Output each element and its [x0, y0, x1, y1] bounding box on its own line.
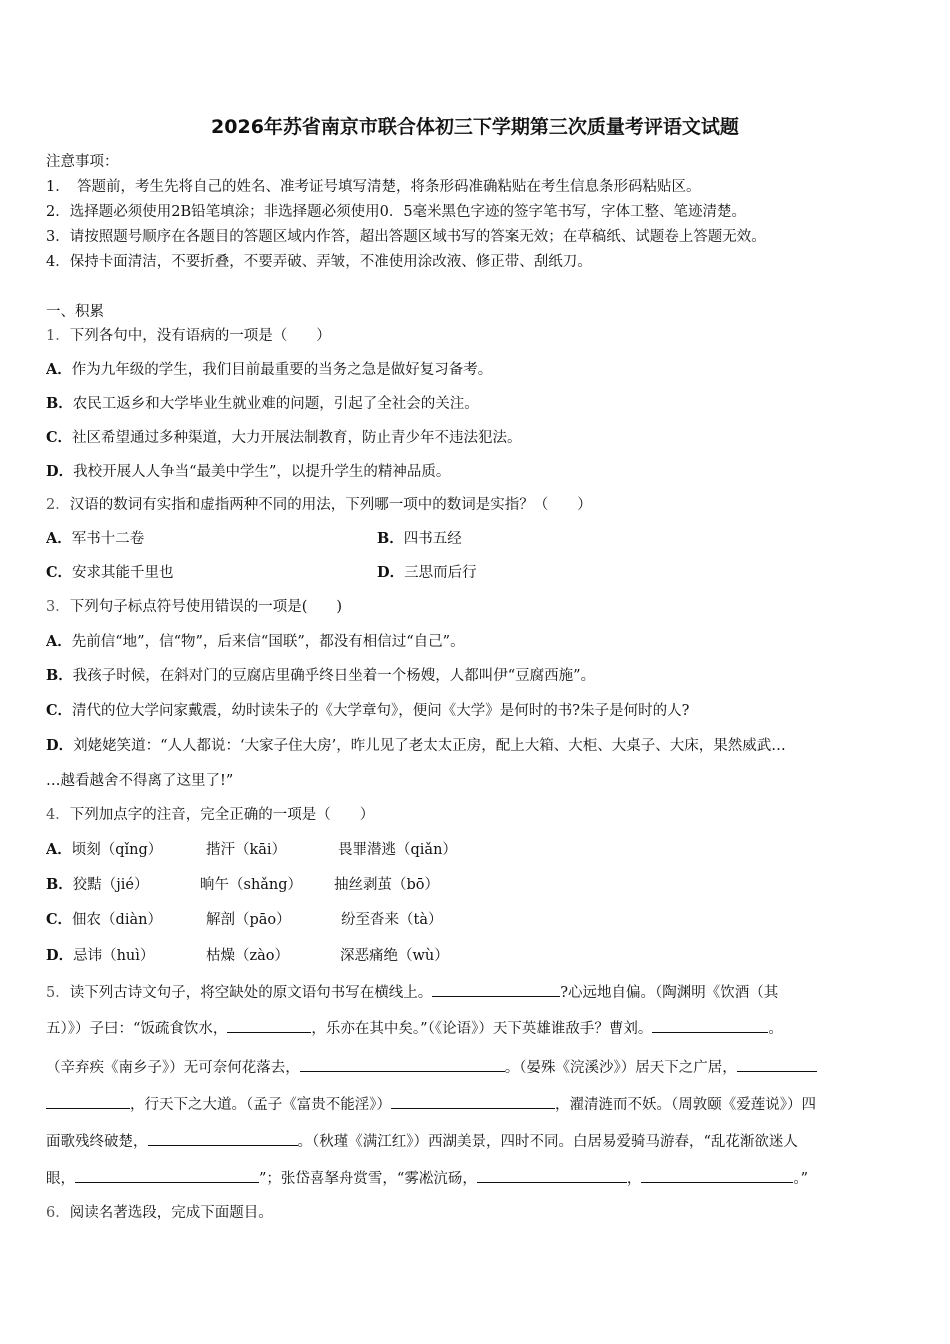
word-2: 揩汗（kāi）: [206, 842, 287, 858]
answer-blank[interactable]: [391, 1094, 555, 1109]
notice-item-1: 1． 答题前，考生先将自己的姓名、准考证号填写清楚，将条形码准确粘贴在考生信息条形码粘贴区。: [46, 179, 701, 195]
option-text: 安求其能千里也: [72, 565, 174, 581]
text-segment: 。（秋瑾《满江红》）西湖美景，四时不同。白居易爱骑马游春，“乱花渐欲迷人: [297, 1134, 798, 1150]
option-label: C．: [46, 702, 73, 719]
option-text: 农民工返乡和大学毕业生就业难的问题，引起了全社会的关注。: [72, 396, 479, 412]
section-heading: 一、积累: [46, 304, 104, 320]
question-stem: 下列句子标点符号使用错误的一项是( ): [69, 599, 343, 615]
answer-blank[interactable]: [300, 1057, 505, 1072]
question-number: 2．: [46, 497, 70, 513]
q5-line-1: [46, 982, 908, 1003]
text-segment: ”；张岱喜拏舟赏雪，“雾凇沆砀，: [259, 1171, 477, 1187]
option-text: 三思而后行: [404, 565, 477, 581]
q2-options-row-1: [46, 529, 908, 549]
question-number: 1．: [46, 328, 70, 344]
q5-line-5: [46, 1131, 908, 1152]
text-segment: 五）》）子曰：“饭疏食饮水，: [46, 1021, 228, 1037]
q4-option-c: [46, 910, 908, 930]
question-number: 6．: [46, 1205, 70, 1221]
text-segment: 面歌残终破楚，: [46, 1134, 148, 1150]
answer-blank[interactable]: [75, 1168, 259, 1183]
option-label: B．: [377, 530, 404, 547]
option-label: A．: [46, 633, 72, 650]
text-segment: ?心远地自偏。（陶渊明《饮酒（其: [560, 985, 779, 1001]
option-label: B．: [46, 876, 73, 893]
word-1: 狡黠（jié）: [72, 877, 149, 893]
option-text: 四书五经: [403, 531, 462, 547]
option-label: A．: [46, 361, 72, 378]
notice-item-2: 2．选择题必须使用2B铅笔填涂；非选择题必须使用0．5毫米黑色字迹的签字笔书写，字体工整、笔迹清楚。: [46, 204, 747, 220]
option-text: …越看越舍不得离了这里了!”: [46, 773, 234, 789]
option-label: B．: [46, 667, 73, 684]
question-stem: 下列各句中，没有语病的一项是（ ）: [69, 328, 331, 344]
q4-option-a: [46, 840, 908, 860]
question-1: [46, 326, 908, 346]
text-segment: ，行天下之大道。（孟子《富贵不能淫》）: [130, 1097, 391, 1113]
option-label: B．: [46, 395, 73, 412]
answer-blank[interactable]: [641, 1168, 793, 1183]
question-stem: 阅读名著选段，完成下面题目。: [69, 1205, 273, 1221]
question-number: 5．: [46, 985, 70, 1001]
text-segment: （辛弃疾《南乡子》）无可奈何花落去，: [46, 1060, 300, 1076]
q2-option-c: [46, 565, 174, 581]
answer-blank[interactable]: [46, 1094, 130, 1109]
q1-option-a: [46, 360, 908, 380]
option-text: 清代的位大学问家戴震，幼时读朱子的《大学章句》，便问《大学》是何时的书?朱子是何时的人?: [72, 703, 690, 719]
word-3: 抽丝剥茧（bō）: [334, 877, 440, 893]
text-segment: 眼，: [46, 1171, 75, 1187]
q5-line-2: [46, 1018, 908, 1039]
question-3: [46, 597, 908, 617]
option-label: D．: [46, 947, 74, 964]
notice-item-4: 4．保持卡面清洁，不要折叠，不要弄破、弄皱，不准使用涂改液、修正带、刮纸刀。: [46, 254, 592, 270]
answer-blank[interactable]: [652, 1018, 768, 1033]
option-label: D．: [46, 737, 74, 754]
q3-option-d-cont: [46, 771, 908, 791]
option-text: 我孩子时候，在斜对门的豆腐店里确乎终日坐着一个杨嫂，人都叫伊“豆腐西施”。: [72, 668, 596, 684]
question-number: 4．: [46, 807, 70, 823]
word-3: 纷至沓来（tà）: [341, 912, 443, 928]
option-label: D．: [46, 463, 74, 480]
option-label: D．: [377, 564, 405, 581]
option-label: A．: [46, 841, 72, 858]
answer-blank[interactable]: [227, 1018, 311, 1033]
text-segment: ，濯清涟而不妖。（周敦颐《爱莲说》）四: [555, 1097, 816, 1113]
answer-blank[interactable]: [737, 1057, 817, 1072]
question-number: 3．: [46, 599, 70, 615]
answer-blank[interactable]: [477, 1168, 627, 1183]
option-label: A．: [46, 530, 72, 547]
notice-item-3: 3．请按照题号顺序在各题目的答题区域内作答，超出答题区域书写的答案无效；在草稿纸、试题卷上答题无效。: [46, 229, 766, 245]
q1-option-c: [46, 428, 908, 448]
option-text: 刘姥姥笑道：“人人都说：‘大家子住大房’，昨儿见了老太太正房，配上大箱、大柜、大桌子、大床，果然威武…: [73, 738, 786, 754]
q3-option-d: [46, 736, 908, 756]
question-2: [46, 495, 908, 515]
q4-option-b: [46, 875, 908, 895]
text-segment: 。”: [793, 1171, 808, 1187]
page-title: 2026年苏省南京市联合体初三下学期第三次质量考评语文试题: [211, 116, 739, 138]
word-1: 顷刻（qǐng）: [71, 842, 163, 858]
option-label: C．: [46, 429, 73, 446]
q2-option-a: [46, 531, 144, 547]
text-segment: ，乐亦在其中矣。”（《论语》）天下英雄谁敌手？曹刘。: [311, 1021, 653, 1037]
q3-option-c: [46, 701, 908, 721]
q1-option-d: [46, 462, 908, 482]
option-label: C．: [46, 911, 73, 928]
q4-option-d: [46, 946, 908, 966]
q5-line-3: [46, 1057, 908, 1078]
answer-blank[interactable]: [432, 982, 560, 997]
notice-heading: 注意事项：: [46, 154, 119, 170]
question-6: [46, 1203, 908, 1223]
question-stem: 汉语的数词有实指和虚指两种不同的用法，下列哪一项中的数词是实指？（ ）: [69, 497, 592, 513]
q3-option-a: [46, 632, 908, 652]
word-3: 畏罪潜逃（qiǎn）: [338, 842, 457, 858]
q1-option-b: [46, 394, 908, 414]
option-text: 先前信“地”，信“物”，后来信“国联”，都没有相信过“自己”。: [71, 634, 465, 650]
text-segment: 读下列古诗文句子，将空缺处的原文语句书写在横线上。: [69, 985, 433, 1001]
q2-option-d: [377, 563, 477, 583]
q5-line-4: [46, 1094, 908, 1115]
text-segment: ，: [626, 1171, 642, 1187]
option-text: 军书十二卷: [71, 531, 145, 547]
word-1: 佃农（diàn）: [72, 912, 162, 928]
word-2: 晌午（shǎng）: [200, 877, 303, 893]
answer-blank[interactable]: [148, 1131, 298, 1146]
word-2: 解剖（pāo）: [206, 912, 291, 928]
q2-option-b: [377, 529, 462, 549]
option-label: C．: [46, 564, 73, 581]
word-2: 枯燥（zào）: [206, 948, 290, 964]
question-4: [46, 805, 908, 825]
word-3: 深恶痛绝（wù）: [340, 948, 449, 964]
q5-line-6: [46, 1168, 908, 1189]
text-segment: 。: [768, 1021, 783, 1037]
question-stem: 下列加点字的注音，完全正确的一项是（ ）: [69, 807, 375, 823]
option-text: 我校开展人人争当“最美中学生”，以提升学生的精神品质。: [73, 464, 451, 480]
word-1: 忌讳（huì）: [73, 948, 155, 964]
option-text: 作为九年级的学生，我们目前最重要的当务之急是做好复习备考。: [71, 362, 493, 378]
text-segment: 。（晏殊《浣溪沙》）居天下之广居，: [504, 1060, 737, 1076]
q2-options-row-2: [46, 563, 908, 583]
q3-option-b: [46, 666, 908, 686]
option-text: 社区希望通过多种渠道，大力开展法制教育，防止青少年不违法犯法。: [72, 430, 522, 446]
